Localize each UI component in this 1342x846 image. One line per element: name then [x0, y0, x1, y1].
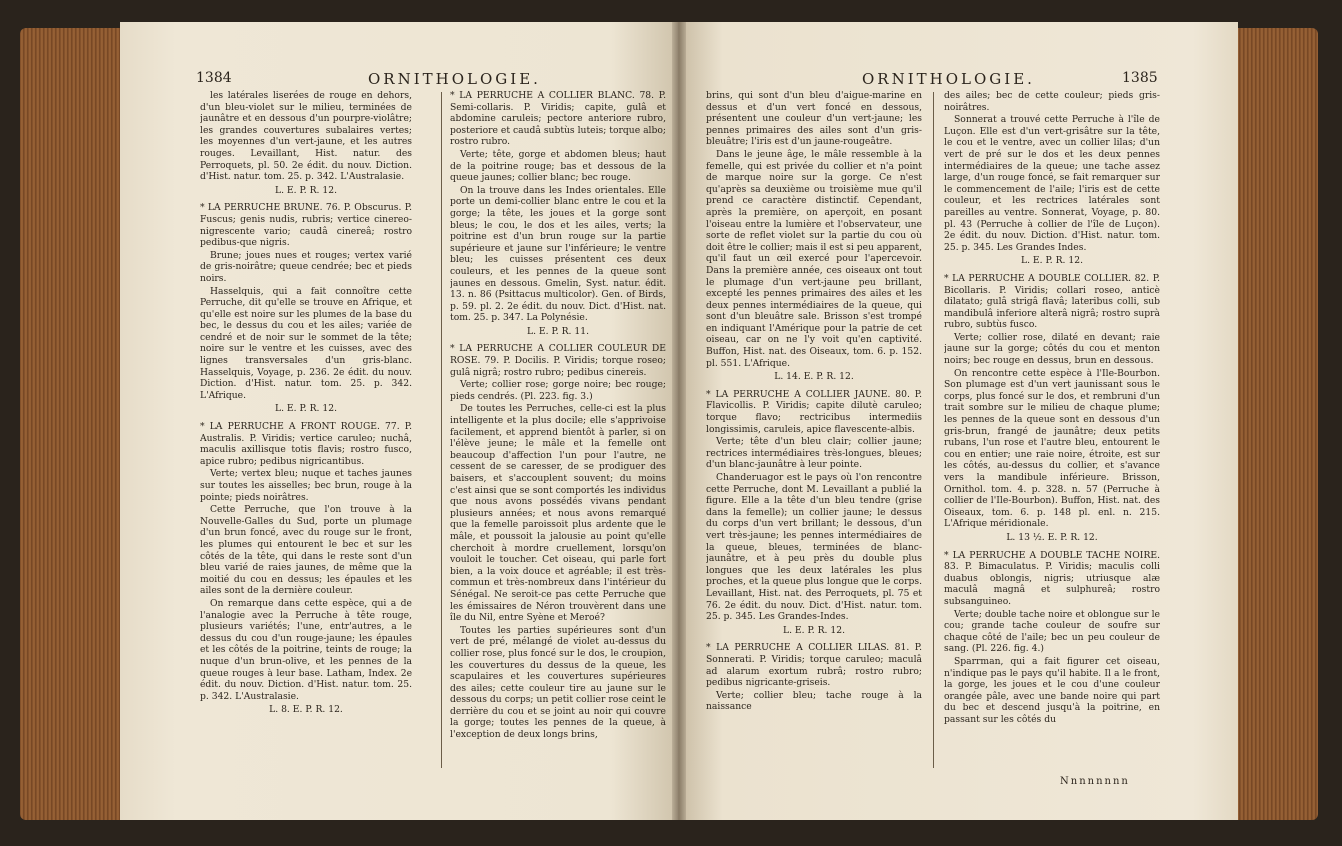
- right-page-edges: [1236, 28, 1318, 820]
- signature-line: L. 14. E. P. R. 12.: [774, 371, 854, 383]
- body-paragraph: brins, qui sont d'un bleu d'aigue-marine en dessus et d'un vert foncé en dessous, présentent une couleur d'un vert-jaune; les pennes primaires des ailes sont d'un gris-bleuâtre; l'iris est d'un jaune-rougeâtre.: [706, 90, 922, 148]
- signature-line: L. E. P. R. 12.: [782, 624, 846, 636]
- signature-line: L. E. P. R. 12.: [274, 403, 338, 415]
- species-entry-heading: * LA PERRUCHE A DOUBLE TACHE NOIRE. 83. P. Bimaculatus. P. Viridis; maculis colli duabus oblongis, nigris; utriusque alæ maculâ magnâ et sulphureâ; rostro subsanguineo.: [944, 549, 1160, 607]
- right-running-head: ORNITHOLOGIE.: [862, 70, 1035, 88]
- species-entry-heading: * LA PERRUCHE A COLLIER JAUNE. 80. P. Flavicollis. P. Viridis; capite dilutè caruleo; torque flavo; rectricibus intermediis longissimis, caruleis, apice flavescente-albis.: [706, 388, 922, 435]
- body-paragraph: Verte; collier bleu; tache rouge à la naissance: [706, 689, 922, 713]
- body-paragraph: Hasselquis, qui a fait connoître cette Perruche, dit qu'elle se trouve en Afrique, et qu'elle est noire sur les plumes de la base du bec, le dessus du cou et les ailes; variée de cendré et de noir sur le sommet de la tête; noire sur le ventre et les cuisses, avec des lignes transversales d'un gris-blanc. Hasselquis, Voyage, p. 236. 2e édit. du nouv. Diction. d'Hist. natur. tom. 25. p. 342. L'Afrique.: [200, 285, 412, 401]
- body-paragraph: Chanderuagor est le pays où l'on rencontre cette Perruche, dont M. Levaillant a publié la figure. Elle a la tête d'un bleu tendre (grise dans la femelle); un collier jaune; le dessus du corps d'un vert brillant; le dessous, d'un vert très-jaune; les pennes intermédiaires de la queue, bleues, terminées de blanc-jaunâtre, et à peu près du double plus longues que les deux latérales les plus proches, et la queue plus longue que le corps. Levaillant, Hist. nat. des Perroquets, pl. 75 et 76. 2e édit. du nouv. Dict. d'Hist. natur. tom. 25. p. 345. Les Grandes-Indes.: [706, 472, 922, 623]
- left-column-rule: [441, 92, 442, 768]
- body-paragraph: Dans le jeune âge, le mâle ressemble à la femelle, qui est privée du collier et n'a point de marque noire sur la gorge. Ce n'est qu'après sa deuxième ou troisième mue qu'il prend ce caractère distinctif. Cependant, après la première, on aperçoit, en posant l'oiseau entre la lumière et l'observateur, une sorte de reflet violet sur la partie du cou où doit être le collier; mais il est si peu apparent, qu'il faut un œil exercé pour l'apercevoir. Dans la première année, ces oiseaux ont tout le plumage d'un vert-jaune peu brillant, excepté les pennes primaires des ailes et les deux pennes intermédiaires de la queue, qui sont d'un bleuâtre sale. Brisson s'est trompé en indiquant l'Amérique pour la patrie de cet oiseau, car on ne l'y voit qu'en captivité. Buffon, Hist. nat. des Oiseaux, tom. 6. p. 152. pl. 551. L'Afrique.: [706, 148, 922, 369]
- species-entry-heading: * LA PERRUCHE A COLLIER LILAS. 81. P. Sonnerati. P. Viridis; torque caruleo; maculâ ad alarum exortum rubrâ; rostro rubro; pedibus nigricante-griseis.: [706, 642, 922, 689]
- right-page-number: 1385: [1122, 70, 1158, 86]
- signature-line: L. 8. E. P. R. 12.: [269, 704, 343, 716]
- body-paragraph: Verte; double tache noire et oblongue sur le cou; grande tache couleur de soufre sur chaque côté de l'aile; bec un peu couleur de sang. (Pl. 226. fig. 4.): [944, 608, 1160, 655]
- species-entry-heading: * LA PERRUCHE A FRONT ROUGE. 77. P. Australis. P. Viridis; vertice caruleo; nuchâ, maculis axillisque totis flavis; rostro fusco, apice rubro; pedibus nigricantibus.: [200, 421, 412, 467]
- body-paragraph: Verte; vertex bleu; nuque et taches jaunes sur toutes les aisselles; bec brun, rouge à la pointe; pieds noirâtres.: [200, 468, 412, 503]
- body-paragraph: De toutes les Perruches, celle-ci est la plus intelligente et la plus docile; elle s'apprivoise facilement, et apprend bientôt à parler, si on l'élève jeune; le mâle et la femelle ont beaucoup d'affection l'un pour l'autre, ne cessent de se caresser, de se prodiguer des baisers, et s'accouplent souvent; du moins c'est ainsi que se sont comportés les individus que nous avons possédés vivans pendant plusieurs années; et nous avons remarqué que la femelle paroissoit plus ardente que le mâle, et poussoit la jalousie au point qu'elle cherchoit à mordre cruellement, lorsqu'on vouloit le toucher. Cet oiseau, qui parle fort bien, a la voix douce et agréable; il est très-commun et très-nombreux dans l'intérieur du Sénégal. Ne seroit-ce pas cette Perruche que les émissaires de Néron trouvèrent dans une île du Nil, entre Syène et Meroé?: [450, 403, 666, 624]
- signature-line: L. E. P. R. 11.: [526, 325, 590, 337]
- left-page-edges: [20, 28, 125, 820]
- body-paragraph: Brune; joues nues et rouges; vertex varié de gris-noirâtre; queue cendrée; bec et pieds noirs.: [200, 249, 412, 284]
- left-running-head: ORNITHOLOGIE.: [368, 70, 541, 88]
- body-paragraph: Verte; collier rose, dilaté en devant; raie jaune sur la gorge; côtés du cou et menton noirs; bec rouge en dessus, brun en dessous.: [944, 331, 1160, 367]
- right-page-column-1: [706, 90, 922, 740]
- right-column-rule: [933, 92, 934, 768]
- species-entry-heading: * LA PERRUCHE A COLLIER BLANC. 78. P. Semi-collaris. P. Viridis; capite, gulâ et abdomine caruleis; pectore anteriore rubro, posteriore et caudâ subtùs luteis; torque albo; rostro rubro.: [450, 90, 666, 148]
- body-paragraph: les latérales liserées de rouge en dehors, d'un bleu-violet sur le milieu, terminées de jaunâtre et en dessous d'un pourpre-violâtre; les grandes couvertures subalaires vertes; les moyennes d'un vert-jaune, et les autres rouges. Levaillant, Hist. natur. des Perroquets, pl. 50. 2e édit. du nouv. Diction. d'Hist. natur. tom. 25. p. 342. L'Australasie.: [200, 90, 412, 183]
- body-paragraph: On rencontre cette espèce à l'Ile-Bourbon. Son plumage est d'un vert jaunissant sous le corps, plus foncé sur le dos, et rembruni d'un trait sombre sur le milieu de chaque plume; les pennes de la queue sont en dessous d'un gris-brun, frangé de jaunâtre; deux petits rubans, l'un rose et l'autre bleu, entourent le cou en entier; une raie noire, étroite, est sur les côtés, au-dessus du collier, et s'avance vers la mandibule inférieure. Brisson, Ornithol. tom. 4. p. 328. n. 57 (Perruche à collier de l'Ile-Bourbon). Buffon, Hist. nat. des Oiseaux, tom. 6. p. 148 pl. enl. n. 215. L'Afrique méridionale.: [944, 367, 1160, 530]
- body-paragraph: Verte; collier rose; gorge noire; bec rouge; pieds cendrés. (Pl. 223. fig. 3.): [450, 379, 666, 402]
- body-paragraph: Verte; tête d'un bleu clair; collier jaune; rectrices intermédiaires très-longues, bleues; d'un blanc-jaunâtre à leur pointe.: [706, 436, 922, 471]
- left-page-column-2: [450, 90, 666, 772]
- right-page-column-2: [944, 90, 1160, 772]
- species-entry-heading: * LA PERRUCHE BRUNE. 76. P. Obscurus. P. Fuscus; genis nudis, rubris; vertice cinereo-nigrescente vario; caudâ cinereâ; rostro pedibus-que nigris.: [200, 202, 412, 249]
- body-paragraph: On la trouve dans les Indes orientales. Elle porte un demi-collier blanc entre le cou et la gorge; la tête, les joues et la gorge sont bleus; le cou, le dos et les ailes, verts; la poitrine est d'un brun rouge sur la partie supérieure et jaune sur l'inférieure; le ventre bleu; les cuisses présentent ces deux couleurs, et les pennes de la queue sont jaunes en dessous. Gmelin, Syst. natur. édit. 13. n. 86 (Psittacus multicolor). Gen. of Birds, p. 59. pl. 2. 2e édit. du nouv. Dict. d'Hist. nat. tom. 25. p. 347. La Polynésie.: [450, 184, 666, 324]
- body-paragraph: Toutes les parties supérieures sont d'un vert de pré, mélangé de violet au-dessus du collier rose, plus foncé sur le dos, le croupion, les couvertures du dessus de la queue, les scapulaires et les couvertures supérieures des ailes; cette couleur tire au jaune sur le dessous du corps; un petit collier rose ceint le derrière du cou et se joint au noir qui couvre la gorge; toutes les pennes de la queue, à l'exception de deux longs brins,: [450, 624, 666, 741]
- body-paragraph: Verte; tête, gorge et abdomen bleus; haut de la poitrine rouge; bas et dessous de la queue jaunes; collier blanc; bec rouge.: [450, 148, 666, 184]
- body-paragraph: Sparrman, qui a fait figurer cet oiseau, n'indique pas le pays qu'il habite. Il a le front, la gorge, les joues et le cou d'une couleur orangée pâle, avec une bande noire qui part du bec et descend jusqu'à la poitrine, en passant sur les côtés du: [944, 655, 1160, 725]
- catchword: Nnnnnnnn: [1060, 776, 1130, 787]
- body-paragraph: Sonnerat a trouvé cette Perruche à l'île de Luçon. Elle est d'un vert-grisâtre sur la tête, le cou et le ventre, avec un collier lilas; d'un vert de pré sur le dos et les deux pennes intermédiaires de la queue; une tache assez large, d'un rouge foncé, se fait remarquer sur le commencement de l'aile; l'iris est de cette couleur, et les rectrices latérales sont pareilles au ventre. Sonnerat, Voyage, p. 80. pl. 43 (Perruche à collier de l'île de Luçon). 2e édit. du nouv. Diction. d'Hist. natur. tom. 25. p. 345. Les Grandes Indes.: [944, 114, 1160, 253]
- left-page-column-1: [200, 90, 412, 740]
- signature-line: L. 13 ½. E. P. R. 12.: [1006, 531, 1098, 543]
- body-paragraph: On remarque dans cette espèce, qui a de l'analogie avec la Perruche à tête rouge, plusieurs variétés; l'une, entr'autres, a le dessus du cou d'un rouge-jaune; les épaules et les côtés de la poitrine, teints de rouge; la nuque d'un brun-olive, et les pennes de la queue rouges à leur base. Latham, Index. 2e édit. du nouv. Diction. d'Hist. natur. tom. 25. p. 342. L'Australasie.: [200, 597, 412, 702]
- body-paragraph: des ailes; bec de cette couleur; pieds gris-noirâtres.: [944, 90, 1160, 113]
- book-gutter: [672, 22, 686, 820]
- species-entry-heading: * LA PERRUCHE A COLLIER COULEUR DE ROSE. 79. P. Docilis. P. Viridis; torque roseo; gulâ nigrâ; rostro rubro; pedibus cinereis.: [450, 343, 666, 378]
- left-page-number: 1384: [196, 70, 232, 86]
- signature-line: L. E. P. R. 12.: [274, 184, 338, 196]
- body-paragraph: Cette Perruche, que l'on trouve à la Nouvelle-Galles du Sud, porte un plumage d'un brun foncé, avec du rouge sur le front, les plumes qui entourent le bec et sur les côtés de la tête, qui dans le reste sont d'un bleu varié de raies jaunes, de même que la moitié du cou en dessus; les épaules et les ailes sont de la dernière couleur.: [200, 504, 412, 597]
- species-entry-heading: * LA PERRUCHE A DOUBLE COLLIER. 82. P. Bicollaris. P. Viridis; collari roseo, anticè dilatato; gulâ strigâ flavâ; lateribus colli, sub mandibulâ inferiore alterâ nigrâ; rostro suprà rubro, subtùs fusco.: [944, 272, 1160, 331]
- signature-line: L. E. P. R. 12.: [1020, 255, 1084, 267]
